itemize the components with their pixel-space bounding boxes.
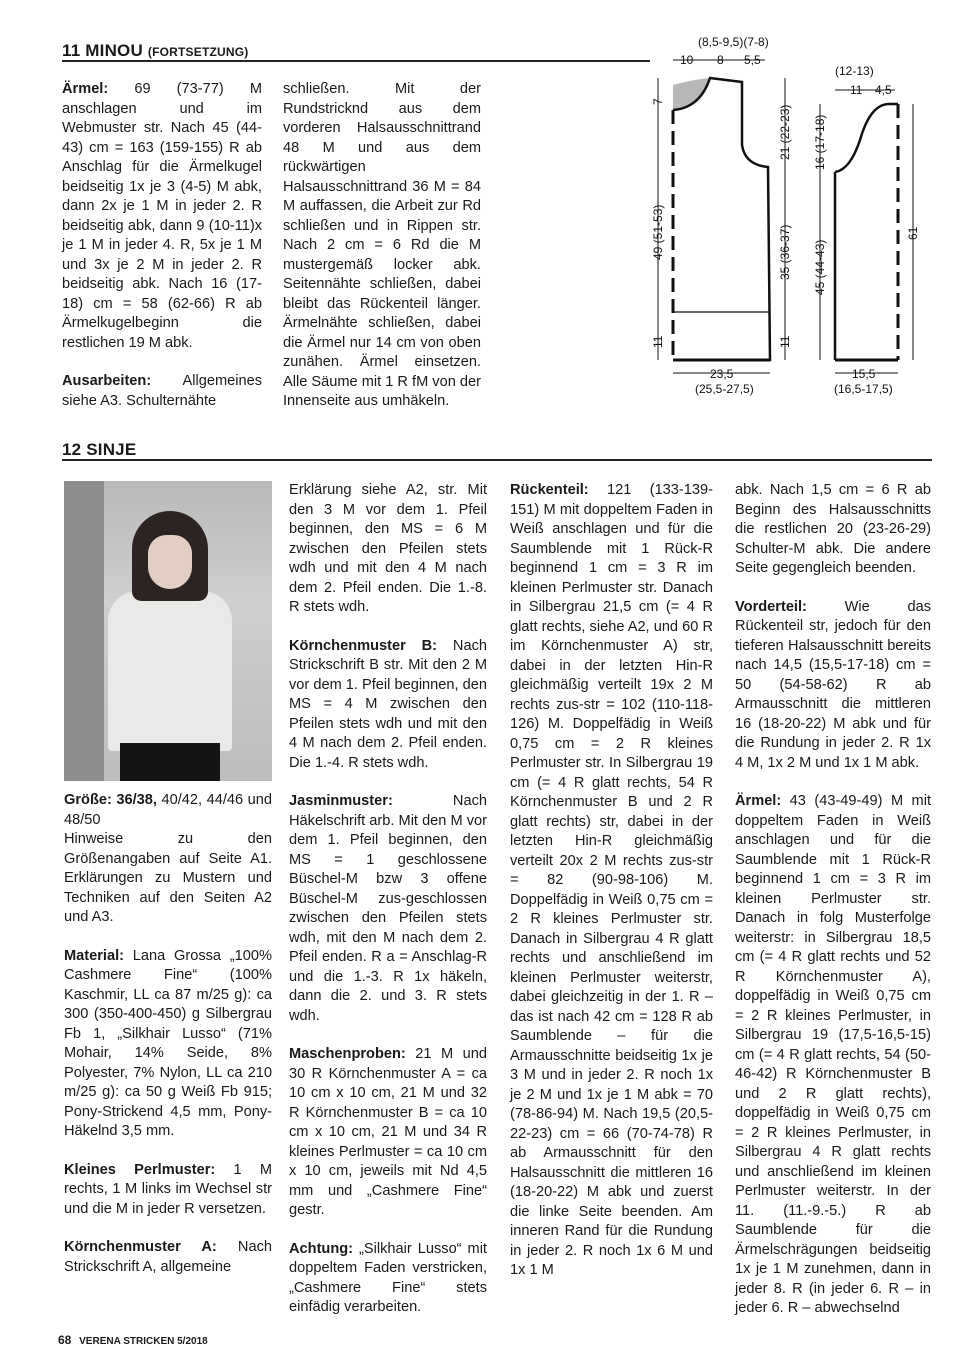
paragraph-koernchen-a-cont: Erklärung siehe A2, str. Mit den 3 M vor dem 1. Pfeil beginnen, den MS = 6 M zwischen den Pfeilen stets wdh und mit den 4 M nach dem 2. Pfeil enden. Die 1.-8. R stets wdh.	[289, 482, 487, 615]
paragraph-vorderteil	[735, 598, 931, 774]
body-right-armhole: 21 (22-23)	[778, 104, 792, 160]
text-material: Lana Grossa „100% Cashmere Fine“ (100% Kaschmir, LL ca 87 m/25 g): ca 300 (350-400-450) g Silbergrau Fb 1, „Silkhair Lusso“ (71% Mohair, 14% Seide, 8% Polyester, 7% Nylon, LL ca 210 m/25 g): ca 50 g Weiß Fb 915; Pony-Strickend 4,5 mm, Pony-Häkelnd 3,5 mm.	[64, 947, 272, 1139]
body-piece-schematic	[651, 35, 792, 396]
page-number: 68	[58, 1333, 72, 1347]
label-material: Material:	[64, 947, 125, 964]
paragraph-achtung	[289, 1240, 487, 1318]
sleeve-piece-schematic	[813, 64, 920, 396]
section-11-title	[62, 41, 249, 61]
paragraph-rueckenteil-cont: abk. Nach 1,5 cm = 6 R ab Beginn des Halsausschnitts die restlichen 20 (23-26-29) Schulter-M abk. Die andere Seite gegengleich beenden.	[735, 482, 931, 576]
paragraph-koernchen-b	[289, 637, 487, 774]
paragraph-aermel-12	[735, 792, 931, 1319]
text-koernchen-b: Nach Strickschrift B str. Mit den 2 M vor dem 1. Pfeil beginnen, den MS = 4 M zwischen den Pfeilen stets wdh und mit den 4 M nach dem 2. Pfeil enden. Die 1.-4. R stets wdh.	[289, 637, 487, 771]
section-12-name: 12 SINJE	[62, 440, 137, 459]
text-maschenproben: 21 M und 30 R Körnchenmuster A = ca 10 cm x 10 cm, 21 M und 32 R Körnchenmuster B = ca 10 cm x 10 cm, 21 M und 34 R kleines Perlmuster = ca 10 cm x 10 cm, jeweils mit Nd 4,5 mm und „Cashmere Fine“ gestr.	[289, 1046, 487, 1218]
model-photo	[64, 481, 272, 781]
text-koernchen-a: Nach Strickschrift A, allgemeine	[64, 1239, 272, 1275]
body-top-width-1: 10	[680, 53, 694, 67]
page-footer	[58, 1333, 208, 1347]
sleeve-top-width-2: 4,5	[875, 83, 892, 97]
body-bottom-sizes: (25,5-27,5)	[695, 382, 754, 396]
body-left-bottom: 11	[651, 335, 665, 348]
sleeve-bottom-sizes: (16,5-17,5)	[834, 382, 893, 396]
section-11-column-2	[283, 80, 481, 431]
section-11-subtitle: (FORTSETZUNG)	[147, 45, 249, 59]
section-12-column-2	[289, 481, 487, 1337]
sleeve-top-sizes: (12-13)	[835, 64, 874, 78]
paragraph-ausarbeiten-cont: schließen. Mit der Rundstricknd aus dem vorderen Halsausschnittrand 48 M und aus dem rückwärtigen Halsausschnittrand 36 M = 84 M auffassen, die Arbeit zur Rd schließen und in Rippen str. Nach 2 cm = 6 Rd die M mustergemäß locker abk. Seitennähte schließen, dabei bleibt das Rückenteil länger. Ärmelnähte schließen, dabei die Ärmel nur 14 cm von oben zunähen. Ärmel einsetzen. Alle Säume mit 1 R fM von der Innenseite aus umhäkeln.	[283, 81, 481, 409]
section-12-column-3	[510, 481, 713, 1300]
body-right-bottom: 11	[778, 335, 792, 348]
sleeve-left-main: 45 (44-43)	[813, 239, 827, 295]
section-11-name: 11 MINOU	[62, 41, 143, 60]
paragraph-maschenproben	[289, 1045, 487, 1221]
paragraph-groesse	[64, 791, 272, 830]
section-11-column-1	[62, 80, 262, 430]
text-aermel-12: 43 (43-49-49) M mit doppeltem Faden in Weiß anschlagen und für die Saumblende mit 1 Rück-R beginnend 1 cm = 3 R im kleinen Perlmuster str. Danach in folg Musterfolge weiterstr: in Silbergrau 18,5 cm (= 4 R glatt rechts und 52 R Körnchenmuster A), doppelfädig in Weiß 0,75 cm = 2 R kleines Perlmuster, in Silbergrau 19 (17,5-16,5-15) cm (= 4 R glatt rechts, 54 (50-46-42) R Körnchenmuster B und 2 R glatt rechts), doppelfädig in Weiß 0,75 cm = 2 R kleines Perlmuster, in Silbergrau 4 R glatt rechts und anschließend im kleinen Perlmuster weiterstr. In der 11. (11.-9.-5.) R ab Saumblende für die Ärmelschrägungen beidseitig 1x je 1 M zunehmen, dann in jeder 8. R (in jeder 6. R – in jeder 6. R – abwechselnd	[735, 793, 931, 1316]
sleeve-top-width-1: 11	[850, 83, 863, 97]
label-koernchen-b: Körnchenmuster B:	[289, 637, 438, 654]
section-12-rule	[62, 459, 932, 461]
paragraph-jasmin	[289, 792, 487, 1026]
section-12-column-1	[64, 791, 272, 1296]
text-aermel: 69 (73-77) M anschlagen und im Webmuster str. Nach 45 (44-43) cm = 163 (159-155) R ab Anschlag für die Ärmelkugel beidseitig 1x je 3 (4-5) M abk, dann 2x je 1 M in jeder 2. R beidseitig abk, dann 9 (10-11)x je 1 M in jeder 4. R, 5x je 1 M und 3x je 2 M in jeder 2. R beidseitig abk. Nach 16 (17-18) cm = 58 (62-66) R ab Ärmelkugelbeginn die restlichen 19 M abk.	[62, 81, 262, 351]
label-perlmuster: Kleines Perlmuster:	[64, 1161, 216, 1178]
label-aermel: Ärmel:	[62, 81, 109, 97]
body-top-sizes: (8,5-9,5)(7-8)	[698, 35, 769, 49]
paragraph-aermel	[62, 80, 262, 353]
body-left-top: 7	[651, 98, 665, 105]
section-11-rule	[62, 60, 650, 62]
garment-schematic	[630, 30, 940, 410]
body-bottom-width: 23,5	[710, 367, 734, 381]
paragraph-hinweise: Hinweise zu den Größenangaben auf Seite A1. Erklärungen zu Mustern und Techniken auf den Seiten A2 und A3.	[64, 831, 272, 925]
label-vorderteil: Vorderteil:	[735, 598, 807, 615]
body-top-width-3: 5,5	[744, 53, 761, 67]
label-groesse: Größe:	[64, 792, 112, 808]
paragraph-rueckenteil	[510, 481, 713, 1281]
text-groesse: 40/42, 44/46 und 48/50	[64, 792, 272, 828]
paragraph-koernchen-a	[64, 1238, 272, 1277]
label-jasmin: Jasminmuster:	[289, 793, 393, 809]
label-maschenproben: Maschenproben:	[289, 1046, 406, 1062]
publication-name: VERENA STRICKEN 5/2018	[79, 1336, 208, 1347]
text-rueckenteil: 121 (133-139-151) M mit doppeltem Faden in Weiß anschlagen und für die Saumblende mit 1 Rück-R beginnend 1 cm = 3 R im kleinen Perlmuster str. Danach in Silbergrau 21,5 cm (= 4 R glatt rechts, siehe A2, und 60 R im Körnchenmuster A) str, dabei in der letzten Hin-R gleichmäßig verteilt 19x 2 M rechts zus-str = 102 (110-118-126) M. Doppelfädig in Weiß 0,75 cm = 2 R kleines Perlmuster str. In Silbergrau 19 cm (= 4 R glatt rechts, 54 R Körnchenmuster B und 2 R glatt rechts) str, dabei in der letzten Hin-R gleichmäßig verteilt 20x 2 M rechts zus-str = 82 (90-98-106) M. Doppelfädig in Weiß 0,75 cm = 2 R kleines Perlmuster str. Danach in Silbergrau 4 R glatt rechts und anschließend im kleinen Perlmuster weiterstr, dabei gleichzeitig in der 1. R – das ist nach 42 cm = 128 R ab Saumblende – für die Armausschnitte beidseitig 1x je 3 M und in jeder 2. R noch 1x je 2 M und 1x je 1 M abk = 70 (78-86-94) M. Nach 19,5 (20,5-22-23) cm = 66 (70-74-78) R ab Armausschnitt für den Halsausschnitt die mittleren 16 (18-20-22) M abk und zuerst die linke Seite beenden. Am inneren Rand für die Rundung in jeder 2. R noch 1x 6 M und 1x 1 M	[510, 482, 713, 1278]
label-aermel-12: Ärmel:	[735, 793, 782, 809]
label-achtung: Achtung:	[289, 1240, 354, 1257]
size-bold: 36/38,	[111, 792, 157, 808]
paragraph-perlmuster	[64, 1161, 272, 1220]
paragraph-material	[64, 947, 272, 1142]
sleeve-right-total: 61	[906, 226, 920, 240]
text-achtung: „Silkhair Lusso“ mit doppeltem Faden verstricken, „Cashmere Fine“ stets einfädig verarbeiten.	[289, 1240, 487, 1315]
text-perlmuster: 1 M rechts, 1 M links im Wechsel str und die M in jeder R versetzen.	[64, 1161, 273, 1217]
sleeve-left-cap: 16 (17-18)	[813, 114, 827, 170]
section-12-title	[62, 440, 136, 460]
body-left-main: 49 (51-53)	[651, 204, 665, 260]
sleeve-bottom-width: 15,5	[852, 367, 876, 381]
body-right-main: 35 (36-37)	[778, 224, 792, 280]
label-rueckenteil: Rückenteil:	[510, 482, 589, 498]
text-jasmin: Nach Häkelschrift arb. Mit den M vor dem 1. Pfeil beginnen, den MS = 1 geschlossene Büschel-M bzw 3 offene Büschel-M zus-geschlossen zwischen den Pfeilen stets wdh, mit den M nach dem 2. Pfeil enden. R a = Anschlag-R und die 1.-3. R 1x häkeln, dann die 2. und 3. R stets wdh.	[289, 793, 487, 1024]
label-ausarbeiten: Ausarbeiten:	[62, 373, 152, 389]
section-12-column-4	[735, 481, 931, 1338]
text-vorderteil: Wie das Rückenteil str, jedoch für den tieferen Halsausschnitt bereits nach 14,5 (15,5-17-18) cm = 50 (54-58-62) R ab Armausschnitt die mittleren 16 (18-20-22) M abk und für die Rundung in jeder 2. R 1x 4 M, 1x 2 M und 1x 1 M abk.	[735, 598, 931, 771]
label-koernchen-a: Körnchenmuster A:	[64, 1239, 217, 1255]
body-top-width-2: 8	[717, 53, 724, 67]
paragraph-ausarbeiten	[62, 372, 262, 411]
text-ausarbeiten: Allgemeines siehe A3. Schulternähte	[62, 373, 262, 409]
